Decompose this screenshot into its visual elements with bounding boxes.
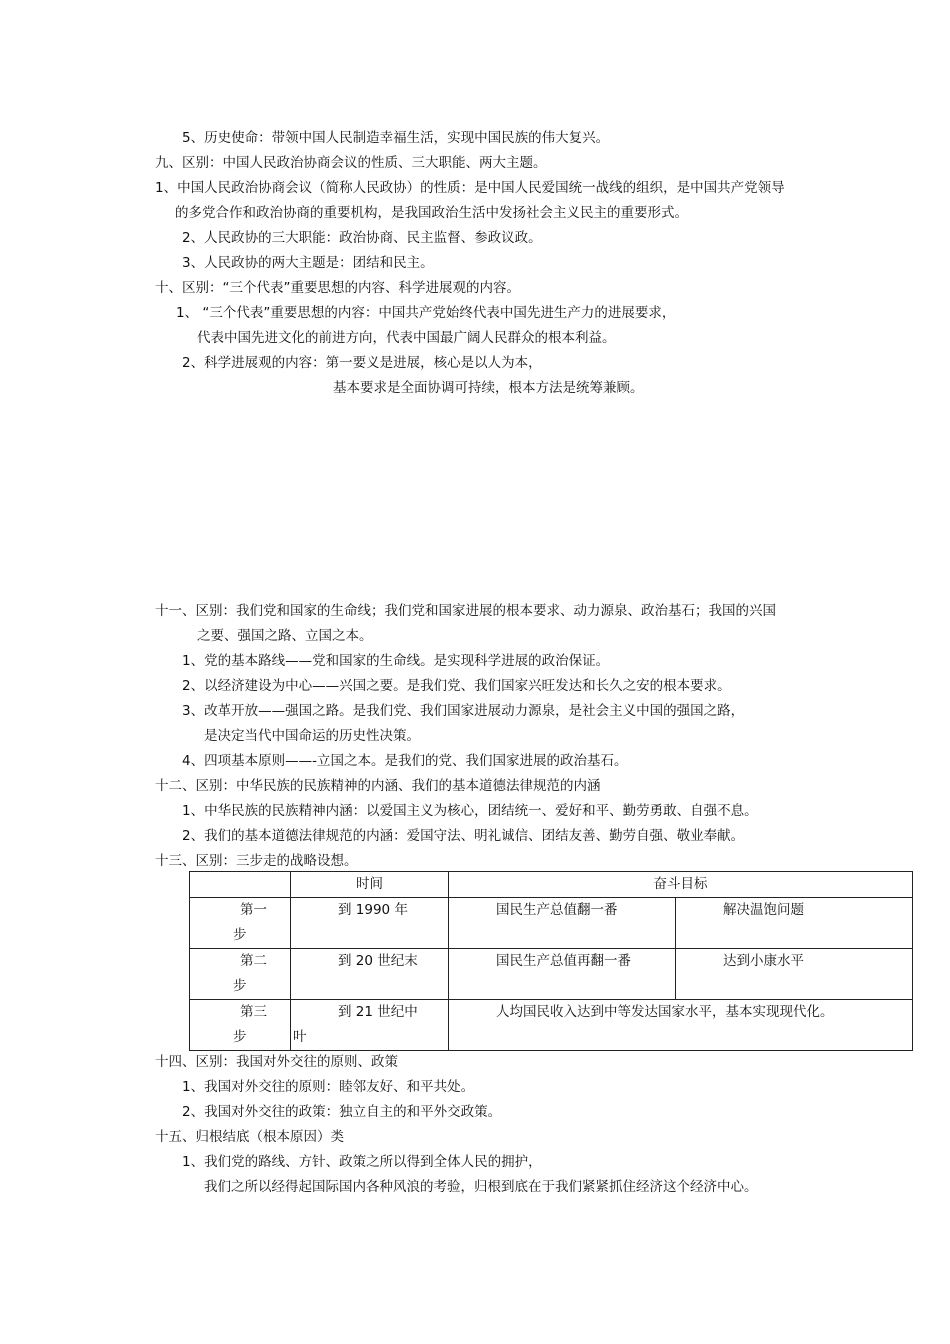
time-cell xyxy=(291,1000,449,1051)
step-cell xyxy=(190,1000,291,1051)
root-cause-item-2: 我们之所以经得起国际国内各种风浪的考验，归根到底在于我们紧紧抓住经济这个经济中心。 xyxy=(204,1179,758,1195)
step-label: 第一 xyxy=(240,902,267,918)
time-label: 到 1990 年 xyxy=(338,902,408,918)
reform-opening-item-2: 是决定当代中国命运的历史性决策。 xyxy=(204,728,420,744)
four-principles-item: 4、四项基本原则——-立国之本。是我们的党、我们国家进展的政治基石。 xyxy=(182,753,628,769)
economic-construction-item: 2、以经济建设为中心——兴国之要。是我们党、我们国家兴旺发达和长久之安的根本要求。 xyxy=(182,678,731,694)
cppcc-functions-line: 2、人民政协的三大职能：政治协商、民主监督、参政议政。 xyxy=(182,230,542,246)
section-12-heading: 十二、区别：中华民族的民族精神的内涵、我们的基本道德法律规范的内涵 xyxy=(155,778,601,794)
step-label: 第三 xyxy=(240,1004,267,1020)
goal-result-label: 达到小康水平 xyxy=(723,953,804,969)
foreign-policy-item: 2、我国对外交往的政策：独立自主的和平外交政策。 xyxy=(182,1104,502,1120)
three-represents-line-1: 1、 “三个代表”重要思想的内容：中国共产党始终代表中国先进生产力的进展要求， xyxy=(176,305,676,321)
reform-opening-item-1: 3、改革开放——强国之路。是我们党、我们国家进展动力源泉，是社会主义中国的强国之路， xyxy=(182,703,745,719)
cppcc-nature-line-2: 的多党合作和政治协商的重要机构，是我国政治生活中发扬社会主义民主的重要形式。 xyxy=(175,205,688,221)
table-row xyxy=(190,898,913,949)
goal-label: 人均国民收入达到中等发达国家水平，基本实现现代化。 xyxy=(496,1004,834,1020)
table-header-row xyxy=(190,872,913,898)
step-label: 第二 xyxy=(240,953,267,969)
foreign-principle-item: 1、我国对外交往的原则：睦邻友好、和平共处。 xyxy=(182,1079,475,1095)
three-step-strategy-table xyxy=(189,871,913,1051)
step-cell xyxy=(190,949,291,1000)
step-suffix: 步 xyxy=(233,978,247,994)
section-15-heading: 十五、归根结底（根本原因）类 xyxy=(155,1129,344,1145)
step-suffix: 步 xyxy=(233,1029,247,1045)
table-row xyxy=(190,949,913,1000)
goal-merged-cell xyxy=(449,1000,913,1051)
section-9-heading: 九、区别：中国人民政治协商会议的性质、三大职能、两大主题。 xyxy=(155,155,547,171)
section-11-heading-2: 之要、强国之路、立国之本。 xyxy=(197,628,373,644)
goal-label: 国民生产总值翻一番 xyxy=(496,902,618,918)
root-cause-item-1: 1、我们党的路线、方针、政策之所以得到全体人民的拥护， xyxy=(182,1154,542,1170)
step-suffix: 步 xyxy=(233,927,247,943)
basic-line-item: 1、党的基本路线——党和国家的生命线。是实现科学进展的政治保证。 xyxy=(182,653,610,669)
goal-label: 国民生产总值再翻一番 xyxy=(496,953,631,969)
step-cell xyxy=(190,898,291,949)
moral-norms-item: 2、我们的基本道德法律规范的内涵：爱国守法、明礼诚信、团结友善、勤劳自强、敬业奉献。 xyxy=(182,828,745,844)
table-header-time: 时间 xyxy=(291,872,449,898)
goal-result-cell xyxy=(676,949,913,1000)
national-spirit-item: 1、中华民族的民族精神内涵：以爱国主义为核心，团结统一、爱好和平、勤劳勇敢、自强不息。 xyxy=(182,803,758,819)
time-label: 到 21 世纪中 xyxy=(338,1004,418,1020)
section-11-heading-1: 十一、区别：我们党和国家的生命线；我们党和国家进展的根本要求、动力源泉、政治基石；我国的兴国 xyxy=(155,603,776,619)
three-represents-line-2: 代表中国先进文化的前进方向，代表中国最广阔人民群众的根本利益。 xyxy=(197,330,616,346)
cppcc-nature-line-1: 1、中国人民政治协商会议（简称人民政协）的性质：是中国人民爱国统一战线的组织，是中国共产党领导 xyxy=(155,180,785,196)
history-mission-line: 5、历史使命：带领中国人民制造幸福生活，实现中国民族的伟大复兴。 xyxy=(182,130,610,146)
table-row xyxy=(190,1000,913,1051)
scientific-outlook-line-1: 2、科学进展观的内容：第一要义是进展，核心是以人为本， xyxy=(182,355,542,371)
goal-cell xyxy=(449,949,676,1000)
section-10-heading: 十、区别：“三个代表”重要思想的内容、科学进展观的内容。 xyxy=(155,280,520,296)
time-cell xyxy=(291,949,449,1000)
goal-cell xyxy=(449,898,676,949)
table-header-goal: 奋斗目标 xyxy=(449,872,913,898)
time-label-continued: 叶 xyxy=(293,1029,307,1045)
time-label: 到 20 世纪末 xyxy=(338,953,418,969)
time-cell xyxy=(291,898,449,949)
section-13-heading: 十三、区别：三步走的战略设想。 xyxy=(155,853,358,869)
cppcc-themes-line: 3、人民政协的两大主题是：团结和民主。 xyxy=(182,255,434,271)
goal-result-cell xyxy=(676,898,913,949)
scientific-outlook-line-2: 基本要求是全面协调可持续，根本方法是统筹兼顾。 xyxy=(333,380,644,396)
section-14-heading: 十四、区别：我国对外交往的原则、政策 xyxy=(155,1054,398,1070)
table-header-empty xyxy=(190,872,291,898)
goal-result-label: 解决温饱问题 xyxy=(723,902,804,918)
